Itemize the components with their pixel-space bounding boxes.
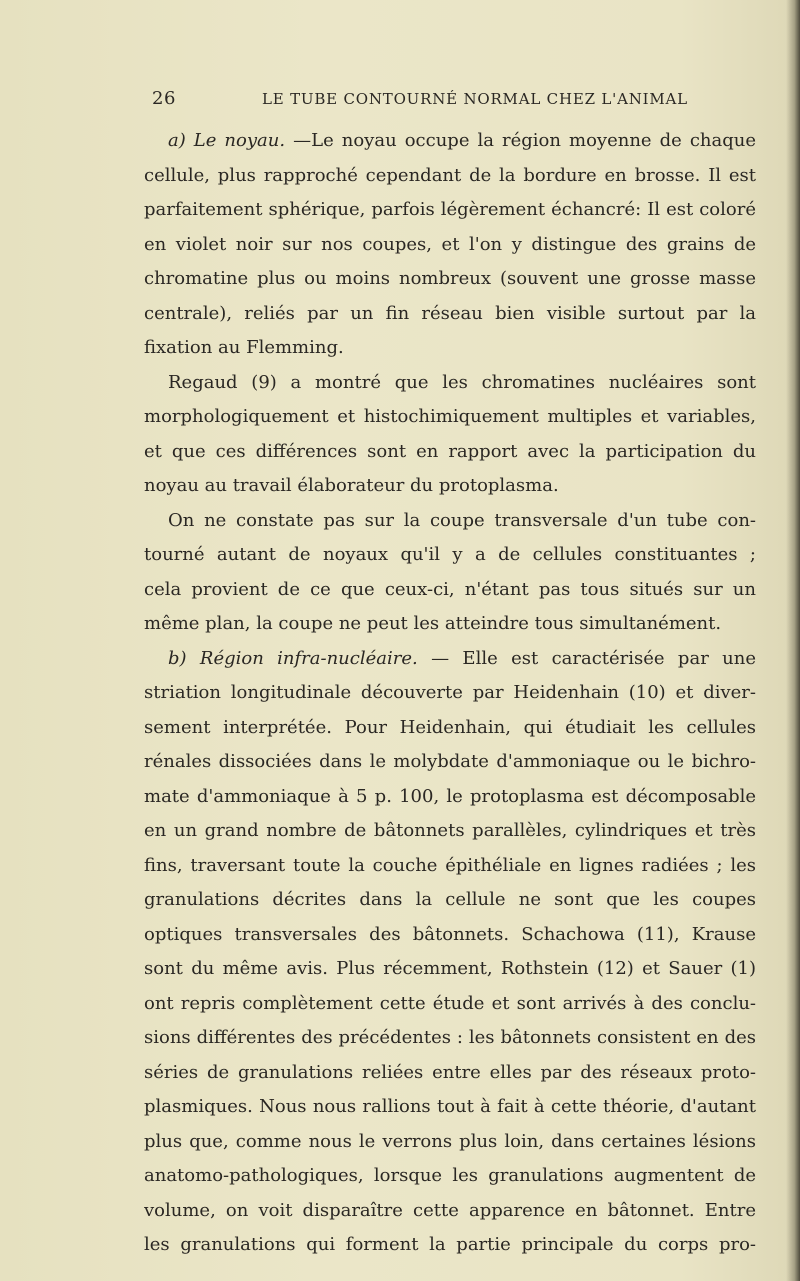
text-line: centrale), reliés par un fin réseau bien visible surtout par la — [144, 302, 756, 324]
text-line: rénales dissociées dans le molybdate d'ammoniaque ou le bichro- — [144, 751, 756, 772]
text-line: morphologiquement et histochimiquement multiples et variables, — [144, 406, 756, 427]
section-label: a) Le noyau. — [168, 130, 286, 151]
text-line: b) Région infra-nucléaire. — Elle est caractérisée par une — [168, 647, 756, 669]
text-line: même plan, la coupe ne peut les atteindre tous simultanément. — [144, 613, 722, 634]
text-line: séries de granulations reliées entre elles par des réseaux proto- — [144, 1061, 756, 1083]
text-line: sont du même avis. Plus récemment, Rothstein (12) et Sauer (1) — [144, 958, 756, 979]
text-line: granulations décrites dans la cellule ne sont que les coupes — [144, 889, 756, 910]
text-line: a) Le noyau. —Le noyau occupe la région moyenne de chaque — [168, 130, 756, 151]
page-edge-shadow — [786, 0, 800, 1281]
text-line: parfaitement sphérique, parfois légèrement échancré: Il est coloré — [144, 199, 756, 220]
text-line: volume, on voit disparaître cette apparence en bâtonnet. Entre — [144, 1199, 756, 1221]
text-line: plus que, comme nous le verrons plus loin, dans certaines lésions — [144, 1130, 756, 1152]
text-line: sions différentes des précédentes : les bâtonnets consistent en des — [144, 1027, 756, 1048]
text-line: Regaud (9) a montré que les chromatines nucléaires sont — [168, 371, 756, 393]
text-line: On ne constate pas sur la coupe transversale d'un tube con- — [168, 509, 756, 531]
text-line: anatomo-pathologiques, lorsque les granulations augmentent de — [144, 1165, 756, 1186]
text-line: cela provient de ce que ceux-ci, n'étant pas tous situés sur un — [144, 578, 756, 600]
text-line: fins, traversant toute la couche épithéliale en lignes radiées ; les — [144, 854, 756, 876]
text-line: fixation au Flemming. — [144, 337, 344, 358]
section-label: b) Région infra-nucléaire. — [168, 647, 418, 669]
text-line: cellule, plus rapproché cependant de la bordure en brosse. Il est — [144, 164, 756, 186]
text-line: sement interprétée. Pour Heidenhain, qui étudiait les cellules — [144, 716, 756, 738]
text-line: en violet noir sur nos coupes, et l'on y distingue des grains de — [144, 233, 756, 255]
text-line: en un grand nombre de bâtonnets parallèles, cylindriques et très — [144, 820, 756, 841]
text-line: tourné autant de noyaux qu'il y a de cellules constituantes ; — [144, 544, 756, 565]
text-line: striation longitudinale découverte par Heidenhain (10) et diver- — [144, 682, 756, 703]
page-header — [152, 88, 742, 112]
page-number: 26 — [152, 88, 176, 109]
text-line: ont repris complètement cette étude et sont arrivés à des conclu- — [144, 992, 756, 1014]
text-line: les granulations qui forment la partie principale du corps pro- — [144, 1234, 756, 1255]
text-line: plasmiques. Nous nous rallions tout à fait à cette théorie, d'autant — [144, 1096, 756, 1117]
body-text — [144, 124, 756, 1263]
text-line: mate d'ammoniaque à 5 p. 100, le protoplasma est décomposable — [144, 785, 756, 807]
text-line: noyau au travail élaborateur du protoplasma. — [144, 475, 559, 496]
text-line: optiques transversales des bâtonnets. Schachowa (11), Krause — [144, 923, 756, 945]
running-title: LE TUBE CONTOURNÉ NORMAL CHEZ L'ANIMAL — [262, 90, 688, 108]
text-line: chromatine plus ou moins nombreux (souvent une grosse masse — [144, 268, 756, 289]
text-line: et que ces différences sont en rapport avec la participation du — [144, 440, 756, 462]
